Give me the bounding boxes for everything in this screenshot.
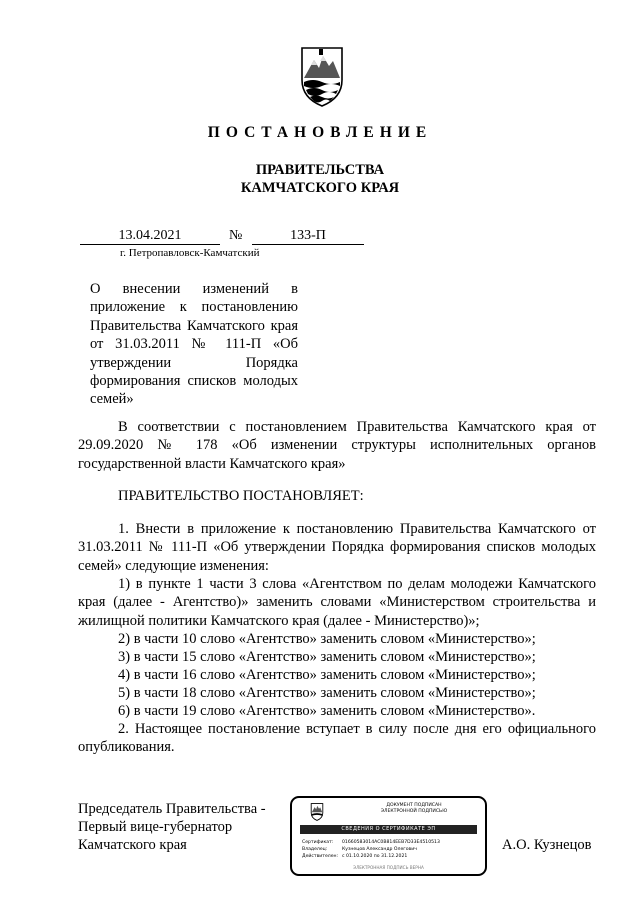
stamp-footer: ЭЛЕКТРОННАЯ ПОДПИСЬ ВЕРНА (353, 865, 424, 870)
stamp-header (347, 803, 481, 815)
stamp-header-line-2: ЭЛЕКТРОННОЙ ПОДПИСЬЮ (380, 809, 448, 814)
resolves-heading: ПРАВИТЕЛЬСТВО ПОСТАНОВЛЯЕТ: (118, 488, 364, 504)
number-sign: № (229, 228, 243, 243)
number-underline (252, 244, 364, 245)
body-item-1-1: 1) в пункте 1 части 3 слова «Агентством по делам молодежи Камчатского края (далее - Агентство)» заменить словами «Министерством строительства и жилищной политики Камчатского края (далее - Министерство)»; (78, 576, 596, 629)
document-number: 133-П (290, 228, 326, 243)
stamp-valid-label: Действителен: (302, 854, 339, 859)
body-item-1-4: 4) в части 16 слово «Агентство» заменить словом «Министерство»; (118, 667, 536, 683)
body-item-1-2: 2) в части 10 слово «Агентство» заменить словом «Министерство»; (118, 631, 536, 647)
signer-position-3: Камчатского края (78, 837, 187, 853)
signer-name: А.О. Кузнецов (502, 837, 592, 853)
document-date: 13.04.2021 (118, 228, 182, 243)
e-signature-stamp (290, 796, 487, 876)
body-item-2: 2. Настоящее постановление вступает в силу после дня его официального опубликования. (78, 721, 596, 756)
document-title: ПОСТАНОВЛЕНИЕ (207, 124, 433, 141)
stamp-emblem-icon (310, 803, 324, 821)
signer-position-2: Первый вице-губернатор (78, 819, 233, 835)
stamp-owner-label: Владелец: (302, 847, 328, 852)
body-item-1: 1. Внести в приложение к постановлению Правительства Камчатского от 31.03.2011 № 111-П «Об утверждении Порядка формирования списков молодых семей» следующие изменения: (78, 521, 596, 574)
document-subject: О внесении изменений в приложение к постановлению Правительства Камчатского края от 31.03.2011 № 111-П «Об утверждении Порядка формирования списков молодых семей» (90, 281, 298, 408)
date-underline (80, 244, 220, 245)
stamp-cert-value: 01660583014AC0B814EEB7D33E4510513 (342, 840, 440, 845)
stamp-header-line-1: ДОКУМЕНТ ПОДПИСАН (386, 803, 442, 808)
stamp-owner-row (302, 847, 417, 853)
stamp-valid-value: с 01.10.2020 по 31.12.2021 (342, 854, 408, 859)
preamble: В соответствии с постановлением Правительства Камчатского края от 29.09.2020 № 178 «Об изменении структуры исполнительных органов государственной власти Камчатского края» (78, 419, 596, 472)
stamp-cert-label: Сертификат: (302, 840, 334, 845)
kamchatka-coat-of-arms-icon (300, 46, 344, 108)
body-item-1-6: 6) в части 19 слово «Агентство» заменить словом «Министерство». (118, 703, 536, 719)
stamp-valid-row (302, 854, 407, 860)
authority-line-2: КАМЧАТСКОГО КРАЯ (240, 180, 400, 196)
body-item-1-5: 5) в части 18 слово «Агентство» заменить словом «Министерство»; (118, 685, 536, 701)
body-item-1-3: 3) в части 15 слово «Агентство» заменить словом «Министерство»; (118, 649, 536, 665)
signer-position-1: Председатель Правительства - (78, 801, 266, 817)
authority-line-1: ПРАВИТЕЛЬСТВА (255, 162, 385, 178)
stamp-title: СВЕДЕНИЯ О СЕРТИФИКАТЕ ЭП (300, 825, 477, 834)
stamp-cert-row (302, 840, 440, 846)
document-place: г. Петропавловск-Камчатский (120, 247, 260, 259)
stamp-owner-value: Кузнецов Александр Олегович (342, 847, 417, 852)
